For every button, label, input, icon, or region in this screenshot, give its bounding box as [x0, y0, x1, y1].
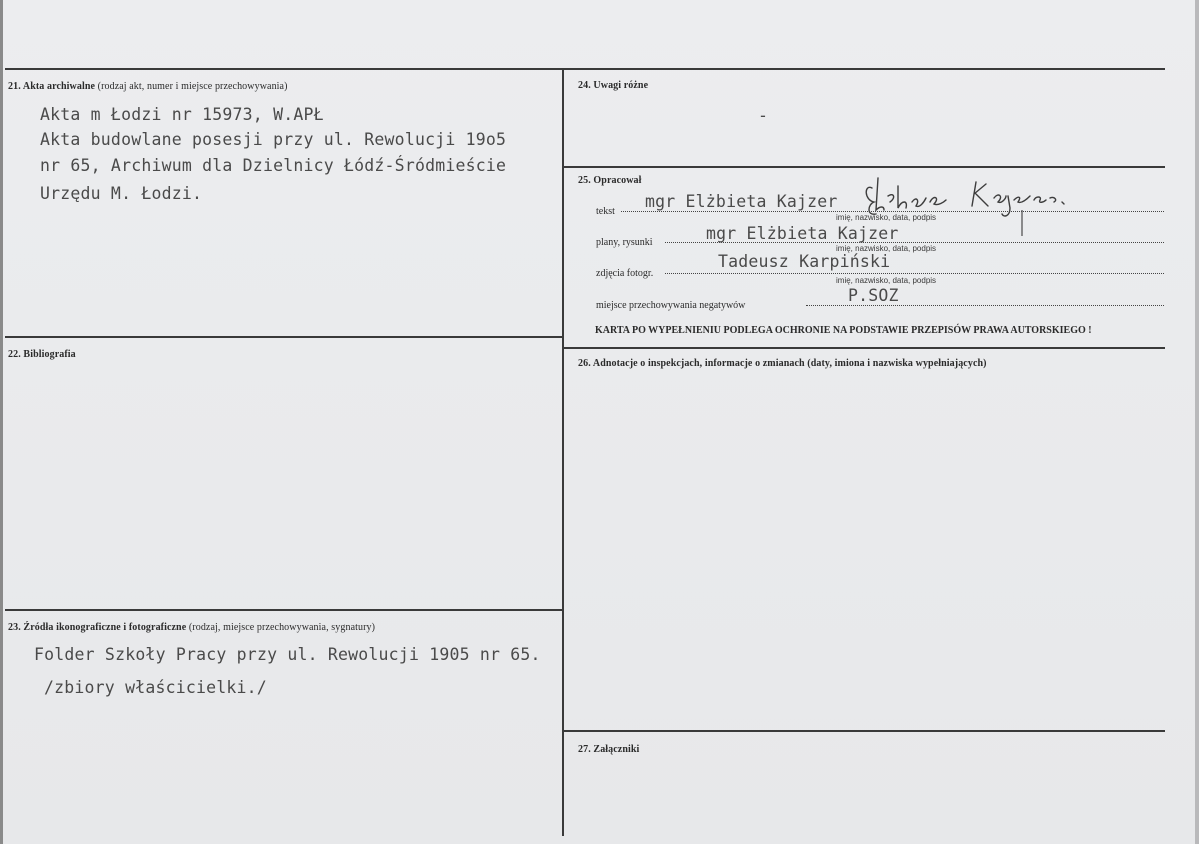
zdjecia-label: zdjęcia fotogr.	[596, 268, 654, 279]
plany-label: plany, rysunki	[596, 237, 653, 248]
plany-value: mgr Elżbieta Kajzer	[706, 224, 899, 243]
negatywy-label: miejsce przechowywania negatywów	[596, 300, 746, 311]
rule-26-27	[563, 730, 1165, 732]
center-divider	[562, 68, 564, 836]
section-21-line-4: Urzędu M. Łodzi.	[40, 184, 203, 203]
card-left-edge	[0, 0, 3, 844]
section-24-heading: 24. Uwagi różne	[578, 80, 649, 91]
tekst-caption: imię, nazwisko, data, podpis	[836, 213, 937, 222]
rule-21-22	[5, 336, 563, 338]
top-rule	[5, 68, 1165, 70]
zdjecia-dotted-line	[665, 273, 1164, 274]
section-26-heading: 26. Adnotacje o inspekcjach, informacje o zmianach (daty, imiona i nazwiska wypełniających)	[578, 358, 987, 369]
copyright-notice: KARTA PO WYPEŁNIENIU PODLEGA OCHRONIE NA PODSTAWIE PRZEPISÓW PRAWA AUTORSKIEGO !	[595, 325, 1092, 336]
tekst-value: mgr Elżbieta Kajzer	[645, 192, 838, 211]
zdjecia-caption: imię, nazwisko, data, podpis	[836, 276, 937, 285]
section-21-line-2: Akta budowlane posesji przy ul. Rewolucji 19o5	[40, 130, 507, 149]
section-24-value: -	[758, 106, 769, 125]
section-23-heading: 23. Źródła ikonograficzne i fotograficzne (rodzaj, miejsce przechowywania, sygnatury)	[8, 622, 376, 633]
section-21-line-3: nr 65, Archiwum dla Dzielnicy Łódź-Śródmieście	[40, 156, 507, 175]
section-27-heading: 27. Załączniki	[578, 744, 640, 755]
section-25-heading: 25. Opracował	[578, 175, 642, 186]
negatywy-value: P.SOZ	[848, 286, 899, 305]
rule-25-26	[563, 347, 1165, 349]
rule-22-23	[5, 609, 563, 611]
section-22-heading: 22. Bibliografia	[8, 349, 76, 360]
negatywy-dotted-line	[806, 305, 1164, 306]
zdjecia-value: Tadeusz Karpiński	[718, 252, 891, 271]
plany-caption: imię, nazwisko, data, podpis	[836, 244, 937, 253]
tekst-label: tekst	[596, 206, 615, 217]
section-23-line-1: Folder Szkoły Pracy przy ul. Rewolucji 1905 nr 65.	[34, 645, 541, 664]
card-right-edge	[1195, 0, 1199, 844]
section-23-line-2: /zbiory właścicielki./	[44, 678, 267, 697]
section-21-line-1: Akta m Łodzi nr 15973, W.APŁ	[40, 105, 324, 124]
section-21-heading: 21. Akta archiwalne (rodzaj akt, numer i miejsce przechowywania)	[8, 81, 288, 92]
